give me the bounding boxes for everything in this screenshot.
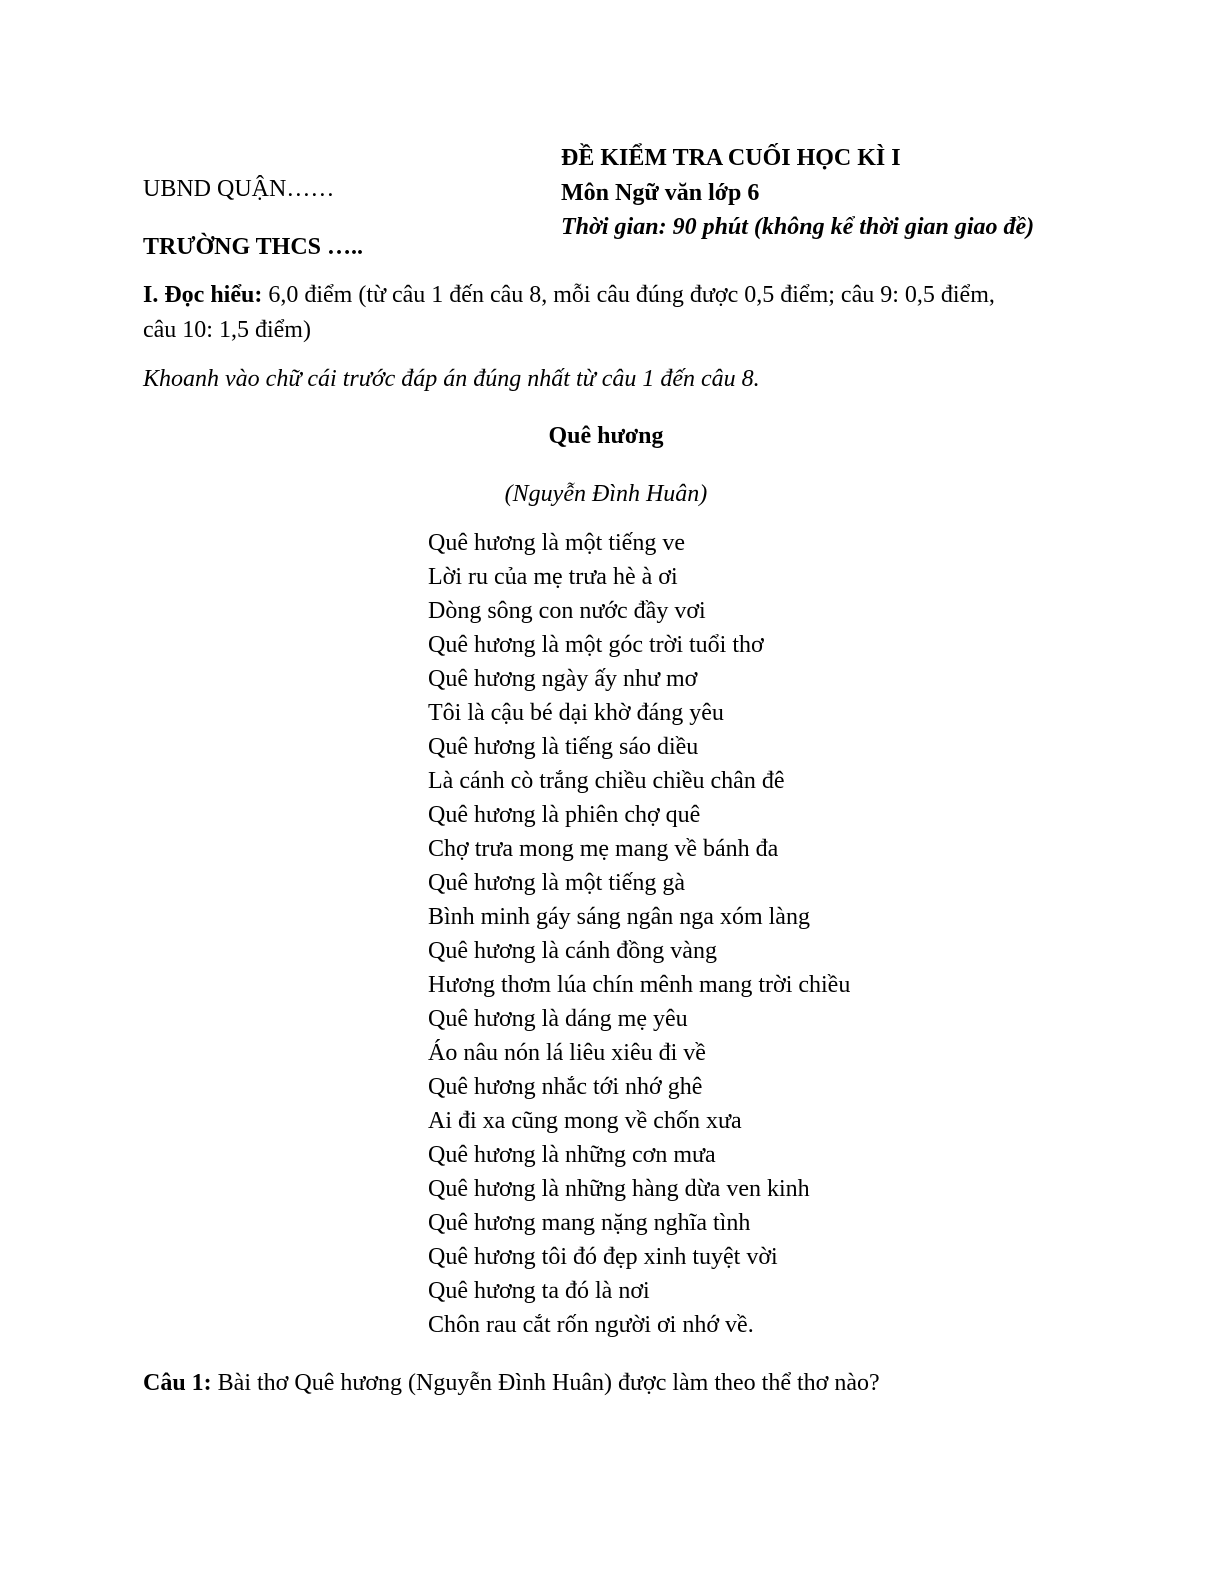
poem-line: Bình minh gáy sáng ngân nga xóm làng bbox=[428, 904, 810, 930]
school-label: TRƯỜNG THCS ….. bbox=[143, 234, 364, 260]
section-1-label: I. Đọc hiểu: bbox=[143, 282, 263, 308]
poem-line: Là cánh cò trắng chiều chiều chân đê bbox=[428, 768, 785, 794]
poem-line: Quê hương là cánh đồng vàng bbox=[428, 938, 717, 964]
section-1-scoring: 6,0 điểm (từ câu 1 đến câu 8, mỗi câu đúng được 0,5 điểm; câu 9: 0,5 điểm, bbox=[262, 282, 995, 308]
poem-line: Dòng sông con nước đầy vơi bbox=[428, 598, 706, 624]
poem-line: Lời ru của mẹ trưa hè à ơi bbox=[428, 564, 678, 590]
poem-line: Ai đi xa cũng mong về chốn xưa bbox=[428, 1108, 742, 1134]
poem-line: Quê hương mang nặng nghĩa tình bbox=[428, 1210, 751, 1236]
question-1-text: Bài thơ Quê hương (Nguyễn Đình Huân) được làm theo thể thơ nào? bbox=[211, 1370, 880, 1396]
exam-title: ĐỀ KIỂM TRA CUỐI HỌC KÌ I bbox=[561, 145, 901, 171]
poem-line: Quê hương là những cơn mưa bbox=[428, 1142, 716, 1168]
poem-line: Quê hương là một tiếng gà bbox=[428, 870, 685, 896]
poem-line: Quê hương là dáng mẹ yêu bbox=[428, 1006, 688, 1032]
instruction-text: Khoanh vào chữ cái trước đáp án đúng nhất từ câu 1 đến câu 8. bbox=[143, 366, 760, 392]
question-1 bbox=[143, 1370, 880, 1397]
poem-line: Quê hương là tiếng sáo diều bbox=[428, 734, 699, 760]
poem-line: Áo nâu nón lá liêu xiêu đi về bbox=[428, 1040, 706, 1066]
question-1-label: Câu 1: bbox=[143, 1370, 212, 1396]
poem-line: Quê hương ta đó là nơi bbox=[428, 1278, 650, 1304]
poem-line: Chợ trưa mong mẹ mang về bánh đa bbox=[428, 836, 779, 862]
poem-author: (Nguyễn Đình Huân) bbox=[504, 481, 708, 507]
section-1-scoring-continued: câu 10: 1,5 điểm) bbox=[143, 317, 311, 343]
poem-line: Quê hương ngày ấy như mơ bbox=[428, 666, 698, 692]
poem-line: Quê hương nhắc tới nhớ ghê bbox=[428, 1074, 703, 1100]
poem-line: Quê hương là một góc trời tuổi thơ bbox=[428, 632, 764, 658]
section-1-heading bbox=[143, 282, 995, 309]
poem-line: Hương thơm lúa chín mênh mang trời chiều bbox=[428, 972, 851, 998]
poem-title: Quê hương bbox=[548, 423, 664, 449]
poem-line: Quê hương tôi đó đẹp xinh tuyệt vời bbox=[428, 1244, 778, 1270]
district-label: UBND QUẬN…… bbox=[143, 176, 335, 202]
poem-line: Tôi là cậu bé dại khờ đáng yêu bbox=[428, 700, 724, 726]
exam-time: Thời gian: 90 phút (không kể thời gian giao đề) bbox=[561, 214, 1035, 240]
poem-line: Chôn rau cắt rốn người ơi nhớ về. bbox=[428, 1312, 754, 1338]
poem-body bbox=[428, 529, 850, 1345]
poem-line: Quê hương là phiên chợ quê bbox=[428, 802, 701, 828]
poem-line: Quê hương là một tiếng ve bbox=[428, 530, 685, 556]
exam-subject: Môn Ngữ văn lớp 6 bbox=[561, 180, 760, 206]
poem-line: Quê hương là những hàng dừa ven kinh bbox=[428, 1176, 810, 1202]
